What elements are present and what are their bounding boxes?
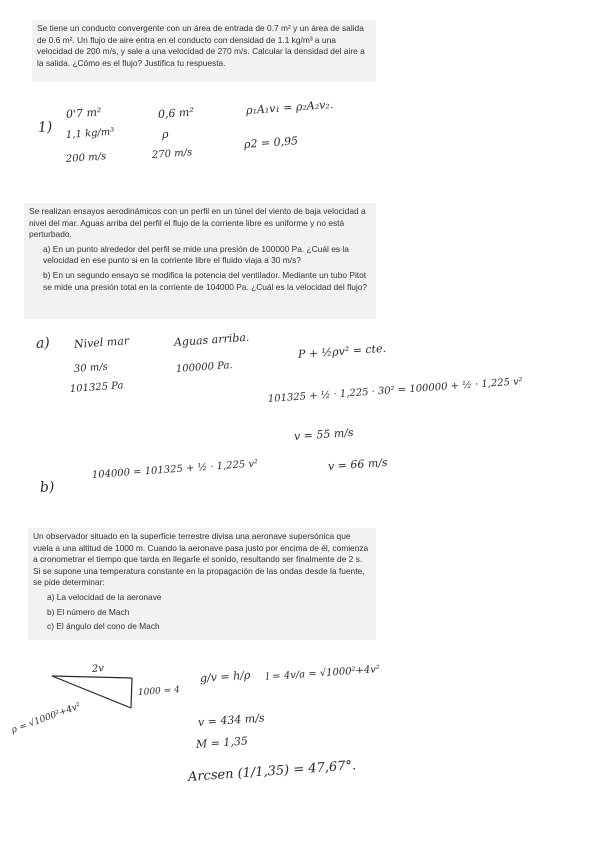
problem-2-part-b: b) En un segundo ensayo se modifica la potencia del ventilador. Mediante un tubo Pitot se mide una presión total en la corriente de 104000 Pa. ¿Cuál es la velocidad del flujo? <box>43 269 368 292</box>
problem-1-text: Se tiene un conducto convergente con un área de entrada de 0.7 m² y un área de salida de 0.6 m². Un flujo de aire entra en el conducto con densidad de 1.1 kg/m³ a una velocidad de 200 m/s, y sale a una velocidad de 270 m/s. Calcular la densidad del aire a la salida. ¿Cómo es el flujo? Justifica tu respuesta. <box>37 23 365 68</box>
answer-3-velocity-result: v = 434 m/s <box>197 711 265 729</box>
answer-1-result: ρ2 = 0,95 <box>243 134 299 151</box>
answer-2a-aguas-arriba: Aguas arriba. <box>173 330 250 349</box>
answer-1-area-outlet: 0,6 m² <box>157 105 195 121</box>
problem-3-part-b: b) El número de Mach <box>47 606 130 617</box>
problem-2-part-a: a) En un punto alrededor del perfil se mide una presión de 100000 Pa. ¿Cuál es la velocidad en ese punto si en la corriente libre el fluido viaja a 30 m/s? <box>43 243 349 266</box>
answer-1-continuity-equation: ρ₁A₁v₁ = ρ₂A₂v₂. <box>245 97 334 117</box>
answer-2a-result: v = 55 m/s <box>293 425 355 443</box>
answer-3-ratio-equation: g/v = h/ρ <box>199 668 251 685</box>
answer-3-hypotenuse-label: ρ = √1000²+4v² <box>10 701 83 736</box>
answer-2a-equation: 101325 + ½ · 1,225 · 30² = 100000 + ½ · 1,225 v² <box>267 376 524 405</box>
problem-3-part-c: c) El ángulo del cono de Mach <box>47 621 160 632</box>
answer-3-angle-result: Arcsen (1/1,35) = 47,67°. <box>187 758 357 785</box>
answer-1-density-inlet: 1,1 kg/m³ <box>65 126 115 141</box>
answer-1-velocity-inlet: 200 m/s <box>65 151 107 165</box>
answer-2a-free-velocity: 30 m/s <box>73 361 109 375</box>
answer-1-density-outlet: ρ <box>161 127 169 141</box>
answer-2a-label: a) <box>35 335 51 352</box>
answer-1-area-inlet: 0'7 m² <box>65 105 102 121</box>
answer-3-side-label: 1000 = 4 <box>137 685 181 698</box>
answer-2b-equation: 104000 = 101325 + ½ · 1,225 v² <box>91 458 259 481</box>
answer-2a-point-pressure: 100000 Pa. <box>175 360 234 375</box>
problem-2-intro: Se realizan ensayos aerodinámicos con un perfil en un túnel del viento de baja velocidad a nivel del mar. Aguas arriba del perfil el flujo de la corriente libre es uniforme y no está perturbado. <box>29 206 366 240</box>
answer-2a-free-pressure: 101325 Pa <box>69 380 124 395</box>
answer-1-label: 1) <box>37 119 53 136</box>
answer-3-mach-result: M = 1,35 <box>195 734 249 751</box>
answer-1-velocity-outlet: 270 m/s <box>151 147 193 161</box>
answer-2a-nivel-mar: Nivel mar <box>73 334 130 351</box>
answer-2b-label: b) <box>39 479 55 496</box>
answer-3-top-label: 2v <box>91 663 105 675</box>
answer-3-distance-equation: l = 4v/a = √1000²+4v² <box>265 664 381 683</box>
problem-3-part-a: a) La velocidad de la aeronave <box>47 591 162 602</box>
problem-3-intro: Un observador situado en la superficie terrestre divisa una aeronave supersónica que vuela a una altitud de 1000 m. Cuando la aeronave pasa justo por encima de él, comienza a cronometrar el tiempo que tarda en llegarle el sonido, resultando ser finalmente de 2 s. Si se supone una temperatura constante en la propagación de las ondas desde la fuente, se pide determinar: <box>33 531 369 588</box>
answer-2b-result: v = 66 m/s <box>327 455 389 473</box>
answer-2a-bernoulli: P + ½ρv² = cte. <box>297 341 387 361</box>
